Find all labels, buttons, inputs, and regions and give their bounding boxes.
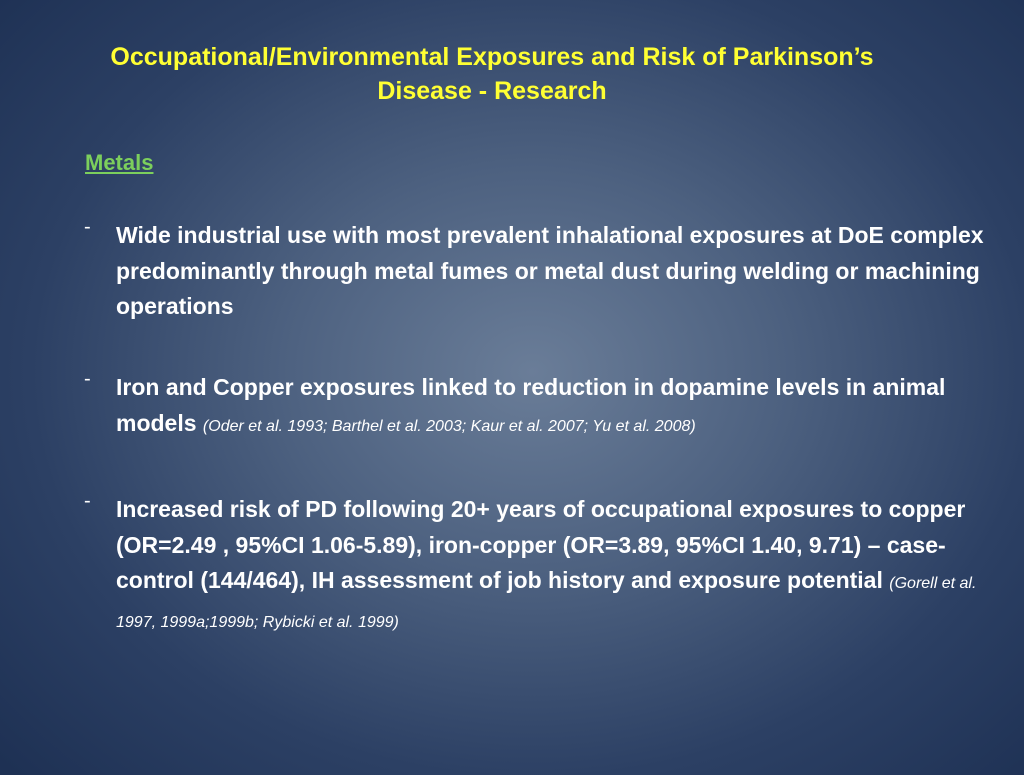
bullet-text-block [116,370,994,444]
bullet-text: Iron and Copper exposures linked to reduction in dopamine levels in animal models [116,374,946,436]
bullet-marker: - [84,490,91,512]
bullet-text: Wide industrial use with most prevalent inhalational exposures at DoE complex predominantly through metal fumes or metal dust during welding or machining operations [116,222,984,319]
bullet-marker: - [84,216,91,238]
bullet-text-block [116,218,994,325]
section-heading-metals: Metals [85,150,154,175]
bullet-item [84,492,994,640]
bullet-text: Increased risk of PD following 20+ years of occupational exposures to copper (OR=2.49 , 95%CI 1.06-5.89), iron-copper (OR=3.89, 95%CI 1.40, 9.71) – case-control (144/464), IH assessment of job history and exposure potential [116,496,966,593]
bullet-text-block [116,492,994,640]
slide-title: Occupational/Environmental Exposures and Risk of Parkinson’s Disease - Research [110,43,874,105]
bullet-marker: - [84,368,91,390]
bullet-citation: (Oder et al. 1993; Barthel et al. 2003; Kaur et al. 2007; Yu et al. 2008) [202,417,696,435]
bullet-item [84,218,994,325]
bullet-item [84,370,994,444]
bullet-citation: (Gorell et al. 1997, 1999a;1999b; Rybicki et al. 1999) [116,575,977,631]
